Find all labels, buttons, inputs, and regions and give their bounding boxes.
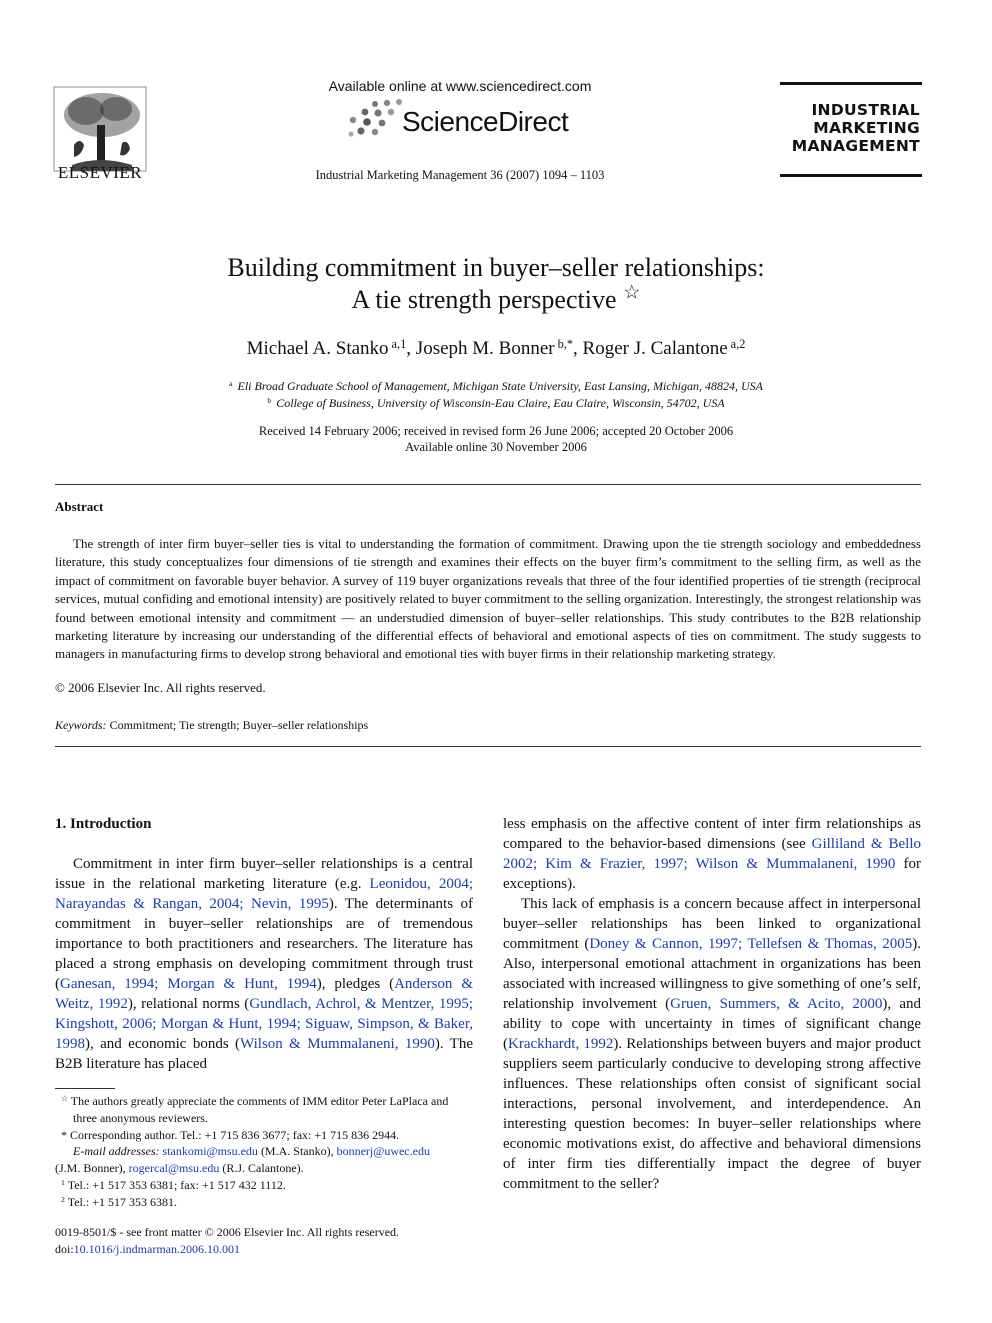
publisher-name: ELSEVIER [57, 163, 143, 182]
footnote-divider [55, 1088, 115, 1089]
author-name: Roger J. Calantone [582, 338, 728, 359]
divider [55, 746, 921, 747]
abstract-heading: Abstract [55, 499, 104, 514]
keywords-list: Commitment; Tie strength; Buyer–seller relationships [109, 718, 369, 732]
section-heading: 1. Introduction [55, 816, 152, 832]
front-matter [55, 1224, 473, 1258]
journal-logo [780, 82, 922, 180]
footnote-2: $^2$ Tel.: +1 517 353 6381. [61, 1194, 177, 1209]
citation-link[interactable]: Doney & Cannon, 1997; Tellefsen & Thomas, 2005 [589, 936, 913, 952]
divider [55, 484, 921, 485]
email-link-stanko[interactable]: stankomi@msu.edu [162, 1144, 258, 1159]
author-affil-mark[interactable]: b,* [557, 336, 574, 351]
star-footnote-mark[interactable]: ☆ [623, 282, 641, 304]
keywords [55, 718, 368, 733]
issn-line: 0019-8501/$ - see front matter © 2006 Elsevier Inc. All rights reserved. [55, 1225, 400, 1239]
author-name: Michael A. Stanko [246, 338, 389, 359]
abstract-copyright: © 2006 Elsevier Inc. All rights reserved. [55, 680, 266, 695]
footnote-acknowledgement: ☆ The authors greatly appreciate the comments of IMM editor Peter LaPlaca and three anonymous reviewers. [61, 1094, 449, 1125]
citation-link[interactable]: Krackhardt, 1992 [508, 1036, 614, 1052]
title-line-2: A tie strength perspective [351, 285, 617, 314]
footnote-emails-cont: (J.M. Bonner), rogercal@msu.edu (R.J. Calantone). [55, 1161, 304, 1176]
journal-logo-line: MANAGEMENT [791, 137, 920, 155]
author-name: Joseph M. Bonner [415, 338, 555, 359]
sciencedirect-wordmark: ScienceDirect [402, 106, 569, 137]
abstract-body: The strength of inter firm buyer–seller ties is vital to understanding the formation of commitment. Drawing upon the tie strength sociology and embeddedness literature, this study conceptualizes four dimensions of tie strength and examines their effects on the buyer firm’s commitment to the selling firm, as well as the impact of commitment on favorable buyer behavior. A survey of 119 buyer organizations reveals that three of the four identified properties of tie strength (reciprocal services, mutual confiding and emotional intensity) are positively related to buyer commitment to the selling organization. Interestingly, the strongest relationship was found between emotional intensity and commitment — an understudied dimension of buyer–seller relationships. This study contributes to the B2B relationship marketing literature by increasing our understanding of the differential effects of behavioral and emotional aspects of ties on commitment. The study suggests to managers in manufacturing firms to develop strong behavioral and emotional ties with buyer firms in their relationship marketing strategy. [55, 536, 921, 662]
received-dates: Received 14 February 2006; received in revised form 26 June 2006; accepted 20 October 2006 [258, 424, 734, 438]
article-dates [100, 423, 892, 455]
left-column [55, 814, 473, 1074]
affiliation: $^a$ Eli Broad Graduate School of Management, Michigan State University, East Lansing, Michigan, 48824, USA [229, 379, 763, 393]
available-online-date: Available online 30 November 2006 [405, 440, 587, 454]
citation-link[interactable]: Ganesan, 1994; Morgan & Hunt, 1994 [60, 976, 317, 992]
keywords-label: Keywords: [55, 718, 107, 732]
available-online-text: Available online at www.sciencedirect.com [328, 78, 592, 94]
footnotes [55, 1093, 473, 1211]
citation-link[interactable]: Gruen, Summers, & Acito, 2000 [670, 996, 883, 1012]
affiliations [100, 378, 892, 412]
citation-link[interactable]: Wilson & Mummalaneni, 1990 [240, 1036, 435, 1052]
author-affil-mark[interactable]: a,2 [730, 336, 746, 351]
author-affil-mark[interactable]: a,1 [391, 336, 407, 351]
doi-line: doi:10.1016/j.indmarman.2006.10.001 [55, 1242, 240, 1256]
journal-logo-line: MARKETING [813, 119, 920, 137]
intro-paragraph-continued: less emphasis on the affective content of inter firm relationships as compared to the behavior-based dimensions (see Gilliland & Bello 2002; Kim & Frazier, 1997; Wilson & Mummalaneni, 1990 for exceptions). [503, 816, 921, 892]
footnote-corresponding: * Corresponding author. Tel.: +1 715 836 3677; fax: +1 715 836 2944. [61, 1127, 400, 1142]
author-list: Michael A. Stanko $^{a,1}$, Joseph M. Bonner $^{b,*}$, Roger J. Calantone $^{a,2}$ [246, 336, 746, 359]
right-column [503, 814, 921, 1194]
citation-link[interactable]: Leonidou, 2004; Narayandas & Rangan, 2004; Nevin, 1995 [55, 876, 473, 912]
affiliation: $^b$ College of Business, University of Wisconsin-Eau Claire, Eau Claire, Wisconsin, 54702, USA [267, 396, 725, 410]
title-line-1: Building commitment in buyer–seller relationships: [227, 253, 765, 282]
email-link-bonner[interactable]: bonnerj@uwec.edu [336, 1144, 430, 1159]
intro-paragraph-1: Commitment in inter firm buyer–seller relationships is a central issue in the relational marketing literature (e.g. Leonidou, 2004; Narayandas & Rangan, 2004; Nevin, 1995). The determinants of commitment in buyer–seller relationships are of tremendous importance to both practitioners and researchers. The literature has placed a strong emphasis on developing commitment through trust (Ganesan, 1994; Morgan & Hunt, 1994), pledges (Anderson & Weitz, 1992), relational norms (Gundlach, Achrol, & Mentzer, 1995; Kingshott, 2006; Morgan & Hunt, 1994; Siguaw, Simpson, & Baker, 1998), and economic bonds (Wilson & Mummalaneni, 1990). The B2B literature has placed [55, 856, 473, 1072]
intro-paragraph-2: This lack of emphasis is a concern because affect in interpersonal buyer–seller relationships has been linked to organizational commitment (Doney & Cannon, 1997; Tellefsen & Thomas, 2005). Also, interpersonal emotional attachment in organizations has been associated with increased willingness to give something of one’s self, relationship involvement (Gruen, Summers, & Acito, 2000), and ability to cope with uncertainty in times of significant change (Krackhardt, 1992). Relationships between buyers and major product suppliers seem particularly conducive to developing strong affective influences. These relationships often consist of significant social interactions, personal involvement, and interdependence. An interesting question becomes: In buyer–seller relationships where economic motivations exist, do affective and behavioral dimensions of inter firm ties differentially impact the degree of buyer commitment to the seller? [503, 896, 922, 1192]
journal-logo-line: INDUSTRIAL [811, 101, 920, 119]
email-link-calantone[interactable]: rogercal@msu.edu [128, 1161, 220, 1176]
citation-link[interactable]: Gundlach, Achrol, & Mentzer, 1995; Kingshott, 2006; Morgan & Hunt, 1994; Siguaw, Simpson, & Baker, 1998 [55, 996, 473, 1052]
footnote-1: $^1$ Tel.: +1 517 353 6381; fax: +1 517 432 1112. [61, 1177, 286, 1192]
footnote-emails: E-mail addresses: stankomi@msu.edu (M.A. Stanko), bonnerj@uwec.edu [73, 1144, 430, 1159]
article-title [120, 252, 872, 316]
citation-link[interactable]: Anderson & Weitz, 1992 [55, 976, 473, 1012]
citation-link[interactable]: Gilliland & Bello 2002; Kim & Frazier, 1997; Wilson & Mummalaneni, 1990 [503, 836, 921, 872]
doi-link[interactable]: 10.1016/j.indmarman.2006.10.001 [73, 1242, 240, 1256]
journal-citation: Industrial Marketing Management 36 (2007) 1094 – 1103 [315, 168, 605, 182]
